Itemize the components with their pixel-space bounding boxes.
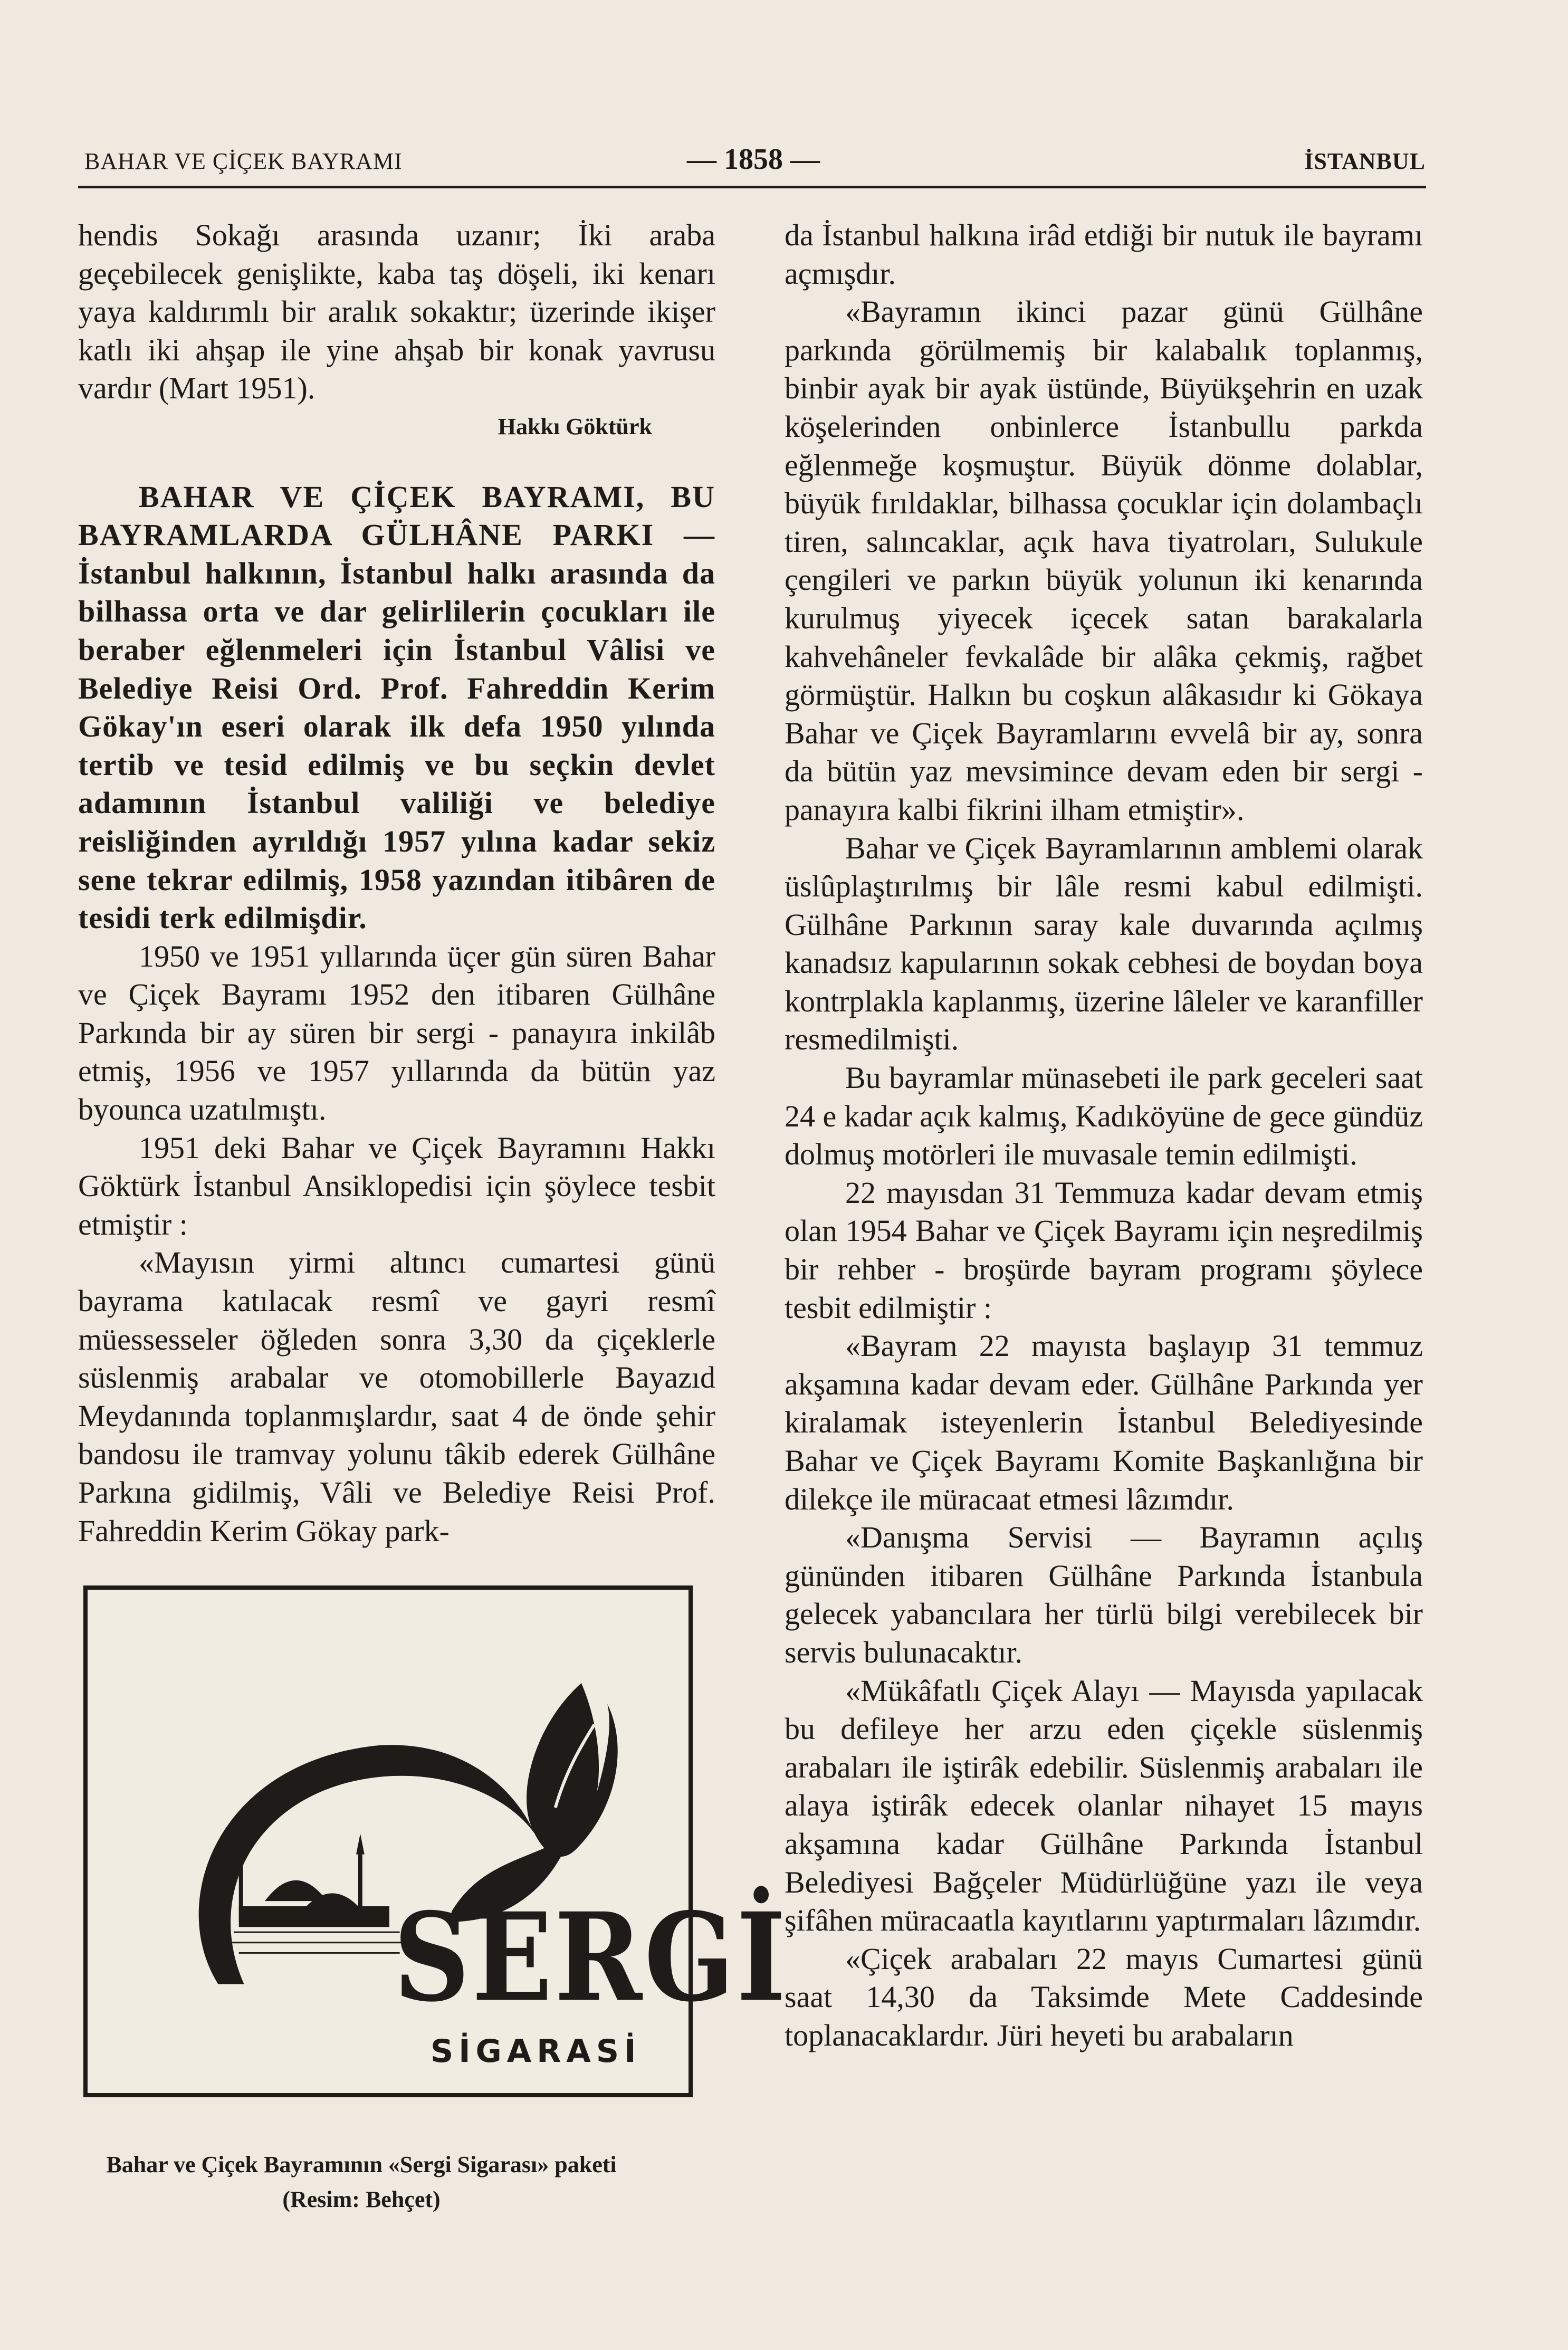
page-number: — 1858 — [687, 143, 820, 176]
header-section-title: BAHAR VE ÇİÇEK BAYRAMI [84, 148, 403, 174]
brand-logo-sigarasi: SİGARASİ [431, 2033, 642, 2070]
right-column [785, 216, 1423, 2055]
entry-heading: BAHAR VE ÇİÇEK BAYRAMI, BU BAYRAMLARDA GÜLHÂNE PARKI — [78, 479, 715, 552]
paragraph: «Mükâfatlı Çiçek Alayı — Mayısda yapılacak bu defileye her arzu eden çiçekle süslenmiş arabaları ile iştirâk edebilir. Süslenmiş arabaları ile alaya iştirâk edecek olanlar nihayet 15 mayıs akşamına kadar Gülhâne Parkında İstanbul Belediyesi Bağçeler Müdürlüğüne yazı ile veya şifâhen müracaatla kayıtlarını yaptırmaları lâzımdır. [785, 1673, 1423, 1938]
entry-text: İstanbul halkının, İstanbul halkı arasında da bilhassa orta ve dar gelirlilerin çocukları ile beraber eğlenmeleri için İstanbul Vâlisi ve Belediye Reisi Ord. Prof. Fahreddin Kerim Gökay'ın eseri olarak ilk defa 1950 yılında tertib ve tesid edilmiş ve bu seçkin devlet adamının İstanbul valiliği ve belediye reisliğinden ayrıldığı 1957 yılına kadar sekiz sene tekrar edilmiş, 1958 yazından itibâren de tesidi terk edilmişdir. [78, 556, 715, 935]
paragraph: «Mayısın yirmi altıncı cumartesi günü bayrama katılacak resmî ve gayri resmî müessesseler öğleden sonra 3,30 da çiçeklerle süslenmiş arabalar ve otomobillerle Bayazıd Meydanında toplanmışlardır, saat 4 de önde şehir bandosu ile tramvay yolunu tâkib ederek Gülhâne Parkına gidilmiş, Vâli ve Belediye Reisi Prof. Fahreddin Kerim Gökay park- [78, 1245, 715, 1548]
paragraph: «Çiçek arabaları 22 mayıs Cumartesi günü saat 14,30 da Taksimde Mete Caddesinde toplanacaklardır. Jüri heyeti bu arabaların [785, 1941, 1423, 2052]
author-signature: Hakkı Göktürk [498, 413, 652, 440]
paragraph: 22 mayısdan 31 Temmuza kadar devam etmiş olan 1954 Bahar ve Çiçek Bayramı için neşredilmiş bir rehber - broşürde bayram programı şöylece tesbit edilmiştir : [785, 1175, 1423, 1325]
paragraph: «Bayram 22 mayısta başlayıp 31 temmuz akşamına kadar devam eder. Gülhâne Parkında yer kiralamak isteyenlerin İstanbul Belediyesinde Bahar ve Çiçek Bayramı Komite Başkanlığına bir dilekçe ile müracaat etmesi lâzımdır. [785, 1329, 1423, 1516]
paragraph: 1950 ve 1951 yıllarında üçer gün süren Bahar ve Çiçek Bayramı 1952 den itibaren Gülhâne Parkında bir ay süren bir sergi - panayıra inkilâb etmiş, 1956 ve 1957 yıllarında da bütün yaz byounca uzatılmıştı. [78, 939, 715, 1127]
left-column [78, 216, 715, 1550]
paragraph: 1951 deki Bahar ve Çiçek Bayramını Hakkı Göktürk İstanbul Ansiklopedisi için şöylece tesbit etmiştir : [78, 1130, 715, 1241]
paragraph: «Bayramın ikinci pazar günü Gülhâne parkında görülmemiş bir kalabalık toplanmış, binbir ayak bir ayak üstünde, Büyükşehrin en uzak köşelerinden onbinlerce İstanbullu parkda eğlenmeğe koşmuştur. Büyük dönme dolablar, büyük fırıldaklar, bilhassa çocuklar için dolambaçlı tiren, salıncaklar, açık hava tiyatroları, Sulukule çengileri ve parkın büyük yolunun iki kenarında kurulmuş yiyecek içecek satan barakalarla kahvehâneler fevkalâde bir alâka çekmiş, rağbet görmüştür. Halkın bu coşkun alâkasıdır ki Gökaya Bahar ve Çiçek Bayramlarını evvelâ bir ay, sonra da bütün yaz mevsimince devam eden bir sergi - panayıra kalbi fikrini ilham etmiştir». [785, 294, 1423, 827]
paragraph: Bu bayramlar münasebeti ile park geceleri saat 24 e kadar açık kalmış, Kadıköyüne de gece gündüz dolmuş motörleri ile muvasale temin edilmişti. [785, 1061, 1423, 1172]
running-header [75, 138, 1426, 186]
paragraph: hendis Sokağı arasında uzanır; İki araba geçebilecek genişlikte, kaba taş döşeli, iki kenarı yaya kaldırımlı bir aralık sokaktır; üzerinde ikişer katlı iki ahşap ile yine ahşab bir konak yavrusu vardır (Mart 1951). [78, 218, 715, 406]
caption-credit: (Resim: Behçet) [282, 2186, 441, 2212]
caption-line: Bahar ve Çiçek Bayramının «Sergi Sigarası» paketi [106, 2152, 617, 2177]
brand-logo-sergi: SERGİ [394, 1886, 788, 2029]
entry-paragraph [78, 478, 715, 938]
figure-caption [32, 2147, 691, 2217]
header-volume-title: İSTANBUL [1304, 148, 1426, 174]
paragraph: «Danışma Servisi — Bayramın açılış gününden itibaren Gülhâne Parkında İstanbula gelecek yabancılara her türlü bilgi verebilecek bir servis bulunacaktır. [785, 1520, 1423, 1669]
paragraph: Bahar ve Çiçek Bayramlarının amblemi olarak üslûplaştırılmış bir lâle resmi kabul edilmişti. Gülhâne Parkının saray kale duvarında açılmış kanadsız kapularının sokak cebhesi de boydan boya kontrplakla kaplanmış, üzerine lâleler ve karanfiller resmedilmişti. [785, 830, 1423, 1057]
header-rule [78, 186, 1426, 188]
paragraph: da İstanbul halkına irâd etdiği bir nutuk ile bayramı açmışdır. [785, 218, 1423, 291]
sergi-cigarette-pack-illustration [83, 1585, 788, 2097]
